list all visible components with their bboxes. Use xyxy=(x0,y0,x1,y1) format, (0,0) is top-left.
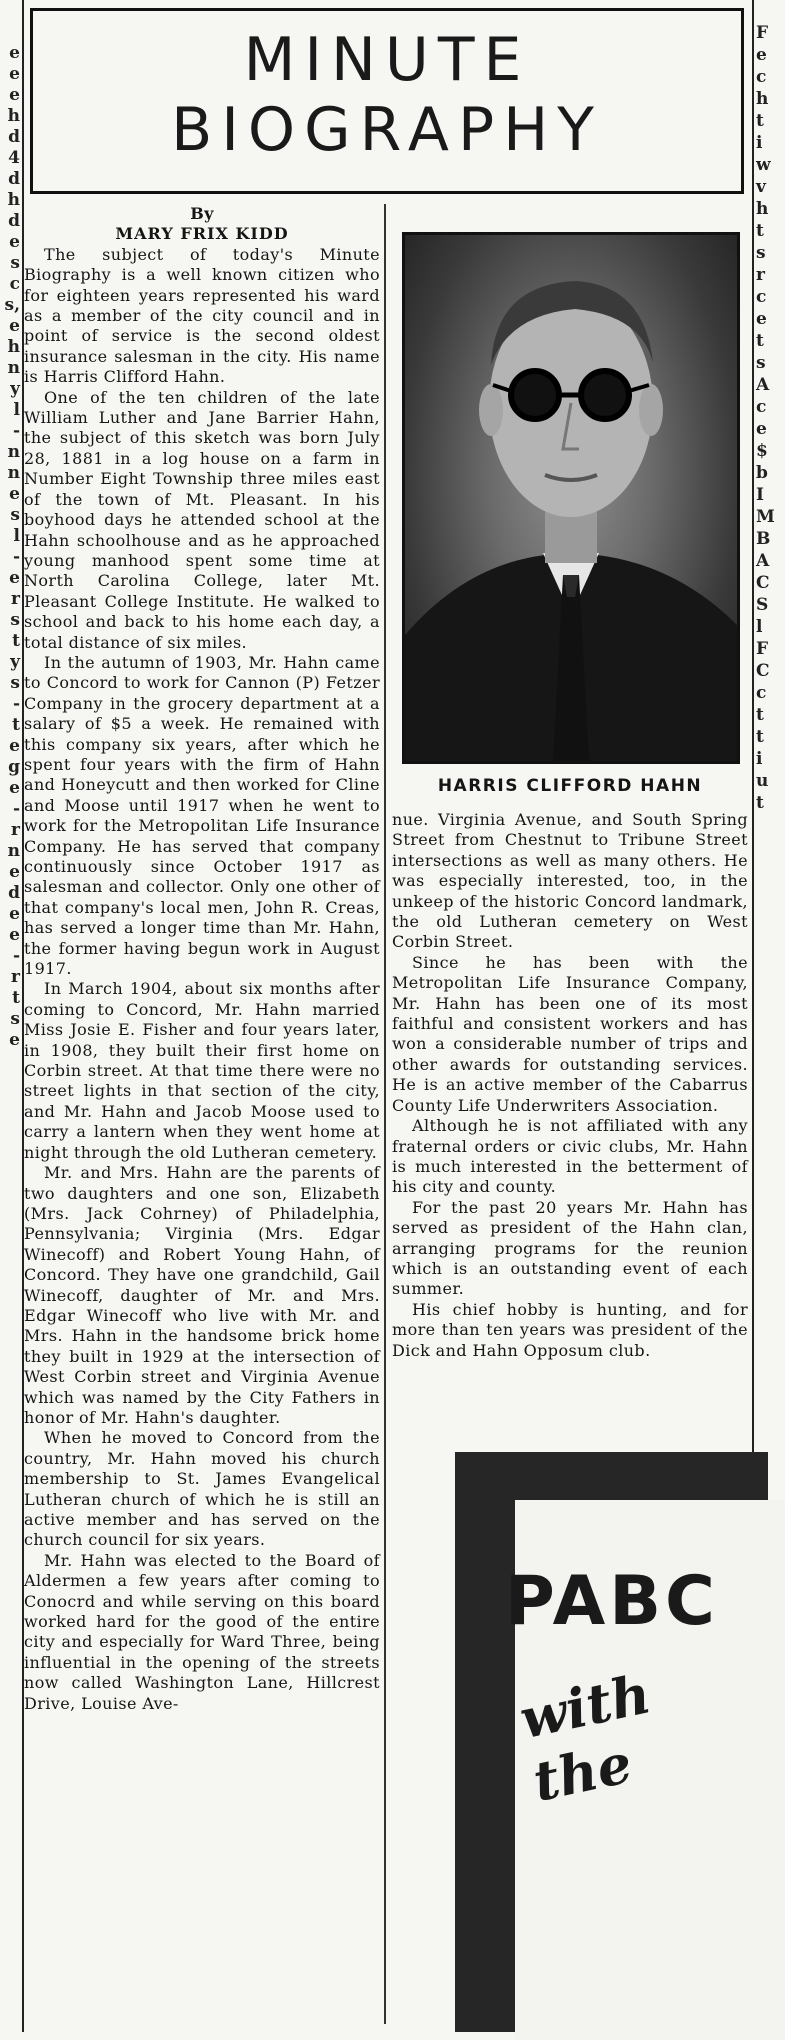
margin-text-fragment: t xyxy=(756,793,764,813)
margin-text-fragment: A xyxy=(756,375,770,395)
margin-text-fragment: e xyxy=(9,925,20,945)
margin-text-fragment: e xyxy=(9,64,20,84)
margin-text-fragment: e xyxy=(9,568,20,588)
margin-text-fragment: - xyxy=(12,421,20,441)
advertisement xyxy=(455,1452,768,2032)
margin-text-fragment: e xyxy=(9,85,20,105)
margin-text-fragment: d xyxy=(8,169,20,189)
margin-text-fragment: y xyxy=(10,652,20,672)
margin-text-fragment: M xyxy=(756,507,775,527)
margin-text-fragment: n xyxy=(7,442,20,462)
article-paragraph: In March 1904, about six months after coming to Concord, Mr. Hahn married Miss Josie E. Fisher and four years later, in 1908, they built their first home on Corbin street. At that time there were no street lights in that section of the city, and Mr. Hahn and Jacob Moose used to carry a lantern when they went home at night through the old Lutheran cemetery. xyxy=(24,979,380,1162)
article-paragraph: Mr. and Mrs. Hahn are the parents of two daughters and one son, Elizabeth (Mrs. Jack Cohrney) of Philadelphia, Pennsylvania; Virginia (Mrs. Edgar Winecoff) and Robert Young Hahn, of Concord. They have one grandchild, Gail Winecoff, daughter of Mr. and Mrs. Edgar Winecoff who live with Mr. and Mrs. Hahn in the handsome brick home they built in 1929 at the intersection of West Corbin street and Virginia Avenue which was named by the City Fathers in honor of Mr. Hahn's daughter. xyxy=(24,1163,380,1427)
column-rule xyxy=(384,204,386,2024)
margin-text-fragment: c xyxy=(9,274,20,294)
margin-text-fragment: S xyxy=(756,595,769,615)
margin-text-fragment: e xyxy=(756,419,767,439)
article-paragraph: In the autumn of 1903, Mr. Hahn came to Concord to work for Cannon (P) Fetzer Company in the grocery department at a salary of $5 a week. He remained with this company six years, after which he spent four years with the firm of Hahn and Honeycutt and then worked for Cline and Moose until 1917 when he went to work for the Metropolitan Life Insurance Company. He has served that company continuously since October 1917 as salesman and collector. Only one other of that company's local men, John R. Creas, has served a longer time than Mr. Hahn, the former having begun work in August 1917. xyxy=(24,652,380,979)
margin-text-fragment: s xyxy=(756,353,766,373)
margin-text-fragment: r xyxy=(11,589,20,609)
margin-text-fragment: c xyxy=(756,683,767,703)
margin-text-fragment: s xyxy=(10,505,20,525)
article-paragraph: The subject of today's Minute Biography is a well known citizen who for eighteen years represented his ward as a member of the city council and in point of service is the second oldest insurance salesman in the city. His name is Harris Clifford Hahn. xyxy=(24,244,380,387)
title-box xyxy=(30,8,744,194)
margin-text-fragment: e xyxy=(9,316,20,336)
margin-text-fragment: h xyxy=(7,337,20,357)
margin-text-fragment: s xyxy=(10,610,20,630)
margin-text-fragment: e xyxy=(9,232,20,252)
article-paragraph: nue. Virginia Avenue, and South Spring Street from Chestnut to Tribune Street intersections as well as many others. He was especially interested, too, in the unkeep of the historic Concord landmark, the old Lutheran cemetery on West Corbin Street. xyxy=(392,810,748,952)
margin-text-fragment: u xyxy=(756,771,769,791)
article-paragraph: Since he has been with the Metropolitan Life Insurance Company, Mr. Hahn has been one of its most faithful and consistent workers and has won a considerable number of trips and other awards for outstanding services. He is an active member of the Cabarrus County Life Underwriters Association. xyxy=(392,952,748,1115)
margin-text-fragment: t xyxy=(756,727,764,747)
margin-text-fragment: - xyxy=(12,547,20,567)
margin-text-fragment: - xyxy=(12,946,20,966)
margin-text-fragment: y xyxy=(10,379,20,399)
title-line2: BIOGRAPHY xyxy=(171,95,603,165)
margin-text-fragment: l xyxy=(13,526,20,546)
margin-text-fragment: t xyxy=(756,111,764,131)
photo-caption: HARRIS CLIFFORD HAHN xyxy=(437,776,703,796)
byline-by: By xyxy=(190,204,214,223)
article-paragraph: For the past 20 years Mr. Hahn has served as president of the Hahn clan, arranging programs for the reunion which is an outstanding event of each summer. xyxy=(392,1197,748,1299)
margin-text-fragment: c xyxy=(756,397,767,417)
byline-author: MARY FRIX KIDD xyxy=(115,224,289,244)
margin-text-fragment: t xyxy=(756,331,764,351)
margin-text-fragment: r xyxy=(11,967,20,987)
margin-text-fragment: l xyxy=(756,617,763,637)
margin-text-fragment: s xyxy=(756,243,766,263)
article-left-column xyxy=(24,204,380,1714)
margin-text-fragment: F xyxy=(756,23,769,43)
margin-text-fragment: g xyxy=(8,757,20,777)
portrait-illustration xyxy=(405,235,737,761)
margin-text-fragment: t xyxy=(12,631,20,651)
margin-text-fragment: c xyxy=(756,287,767,307)
margin-text-fragment: l xyxy=(13,400,20,420)
margin-text-fragment: e xyxy=(9,484,20,504)
margin-text-fragment: d xyxy=(8,883,20,903)
margin-text-fragment: v xyxy=(756,177,766,197)
advertisement-headline: PABC xyxy=(505,1562,719,1641)
advertisement-script: with the xyxy=(514,1661,656,1814)
margin-text-fragment: A xyxy=(756,551,770,571)
margin-text-fragment: t xyxy=(12,715,20,735)
article-paragraph: When he moved to Concord from the country, Mr. Hahn moved his church membership to St. James Evangelical Lutheran church of which he is still an active member and has served on the church council for six years. xyxy=(24,1428,380,1550)
margin-text-fragment: h xyxy=(756,199,769,219)
margin-text-fragment: h xyxy=(7,106,20,126)
margin-text-fragment: d xyxy=(8,211,20,231)
margin-text-fragment: t xyxy=(756,705,764,725)
article-paragraph: One of the ten children of the late William Luther and Jane Barrier Hahn, the subject of this sketch was born July 28, 1881 in a log house on a farm in Number Eight Township three miles east of the town of Mt. Pleasant. In his boyhood days he attended school at the Hahn schoolhouse and as he approached young manhood spent some time at North Carolina College, later Mt. Pleasant College Institute. He walked to school and back to his home each day, a total distance of six miles. xyxy=(24,387,380,652)
margin-text-fragment: e xyxy=(756,309,767,329)
article-paragraph: His chief hobby is hunting, and for more than ten years was president of the Dick and Hahn Opposum club. xyxy=(392,1299,748,1360)
margin-text-fragment: i xyxy=(756,749,763,769)
margin-text-fragment: I xyxy=(756,485,764,505)
margin-text-fragment: n xyxy=(7,463,20,483)
margin-text-fragment: b xyxy=(756,463,768,483)
article-right-column xyxy=(392,810,748,1361)
article-paragraph: Although he is not affiliated with any fraternal orders or civic clubs, Mr. Hahn is much interested in the betterment of his city and county. xyxy=(392,1116,748,1197)
margin-text-fragment: e xyxy=(9,43,20,63)
margin-text-fragment: e xyxy=(9,862,20,882)
margin-text-fragment: t xyxy=(12,988,20,1008)
margin-text-fragment: F xyxy=(756,639,769,659)
margin-text-fragment: r xyxy=(11,820,20,840)
margin-text-fragment: - xyxy=(12,694,20,714)
title-line1: MINUTE xyxy=(243,25,531,95)
margin-text-fragment: 4 xyxy=(8,148,20,168)
margin-text-fragment: h xyxy=(7,190,20,210)
margin-text-fragment: e xyxy=(9,778,20,798)
margin-text-fragment: e xyxy=(756,45,767,65)
margin-text-fragment: r xyxy=(756,265,765,285)
article-paragraph: Mr. Hahn was elected to the Board of Aldermen a few years after coming to Conocrd and while serving on this board worked hard for the good of the entire city and especially for Ward Three, being influential in the opening of the streets now called Washington Lane, Hillcrest Drive, Louise Ave- xyxy=(24,1550,380,1713)
margin-text-fragment: t xyxy=(756,221,764,241)
left-column-fragments xyxy=(0,0,24,2032)
margin-text-fragment: s xyxy=(10,1009,20,1029)
margin-text-fragment: w xyxy=(756,155,771,175)
margin-text-fragment: d xyxy=(8,127,20,147)
margin-text-fragment: n xyxy=(7,358,20,378)
margin-text-fragment: c xyxy=(756,67,767,87)
margin-text-fragment: C xyxy=(756,661,770,681)
margin-text-fragment: C xyxy=(756,573,770,593)
margin-text-fragment: $ xyxy=(756,441,768,461)
margin-text-fragment: e xyxy=(9,1030,20,1050)
margin-text-fragment: e xyxy=(9,736,20,756)
margin-text-fragment: s xyxy=(10,673,20,693)
portrait-photo xyxy=(402,232,740,764)
margin-text-fragment: B xyxy=(756,529,771,549)
margin-text-fragment: - xyxy=(12,799,20,819)
margin-text-fragment: s, xyxy=(4,295,20,315)
margin-text-fragment: n xyxy=(7,841,20,861)
margin-text-fragment: s xyxy=(10,253,20,273)
margin-text-fragment: e xyxy=(9,904,20,924)
margin-text-fragment: h xyxy=(756,89,769,109)
margin-text-fragment: i xyxy=(756,133,763,153)
